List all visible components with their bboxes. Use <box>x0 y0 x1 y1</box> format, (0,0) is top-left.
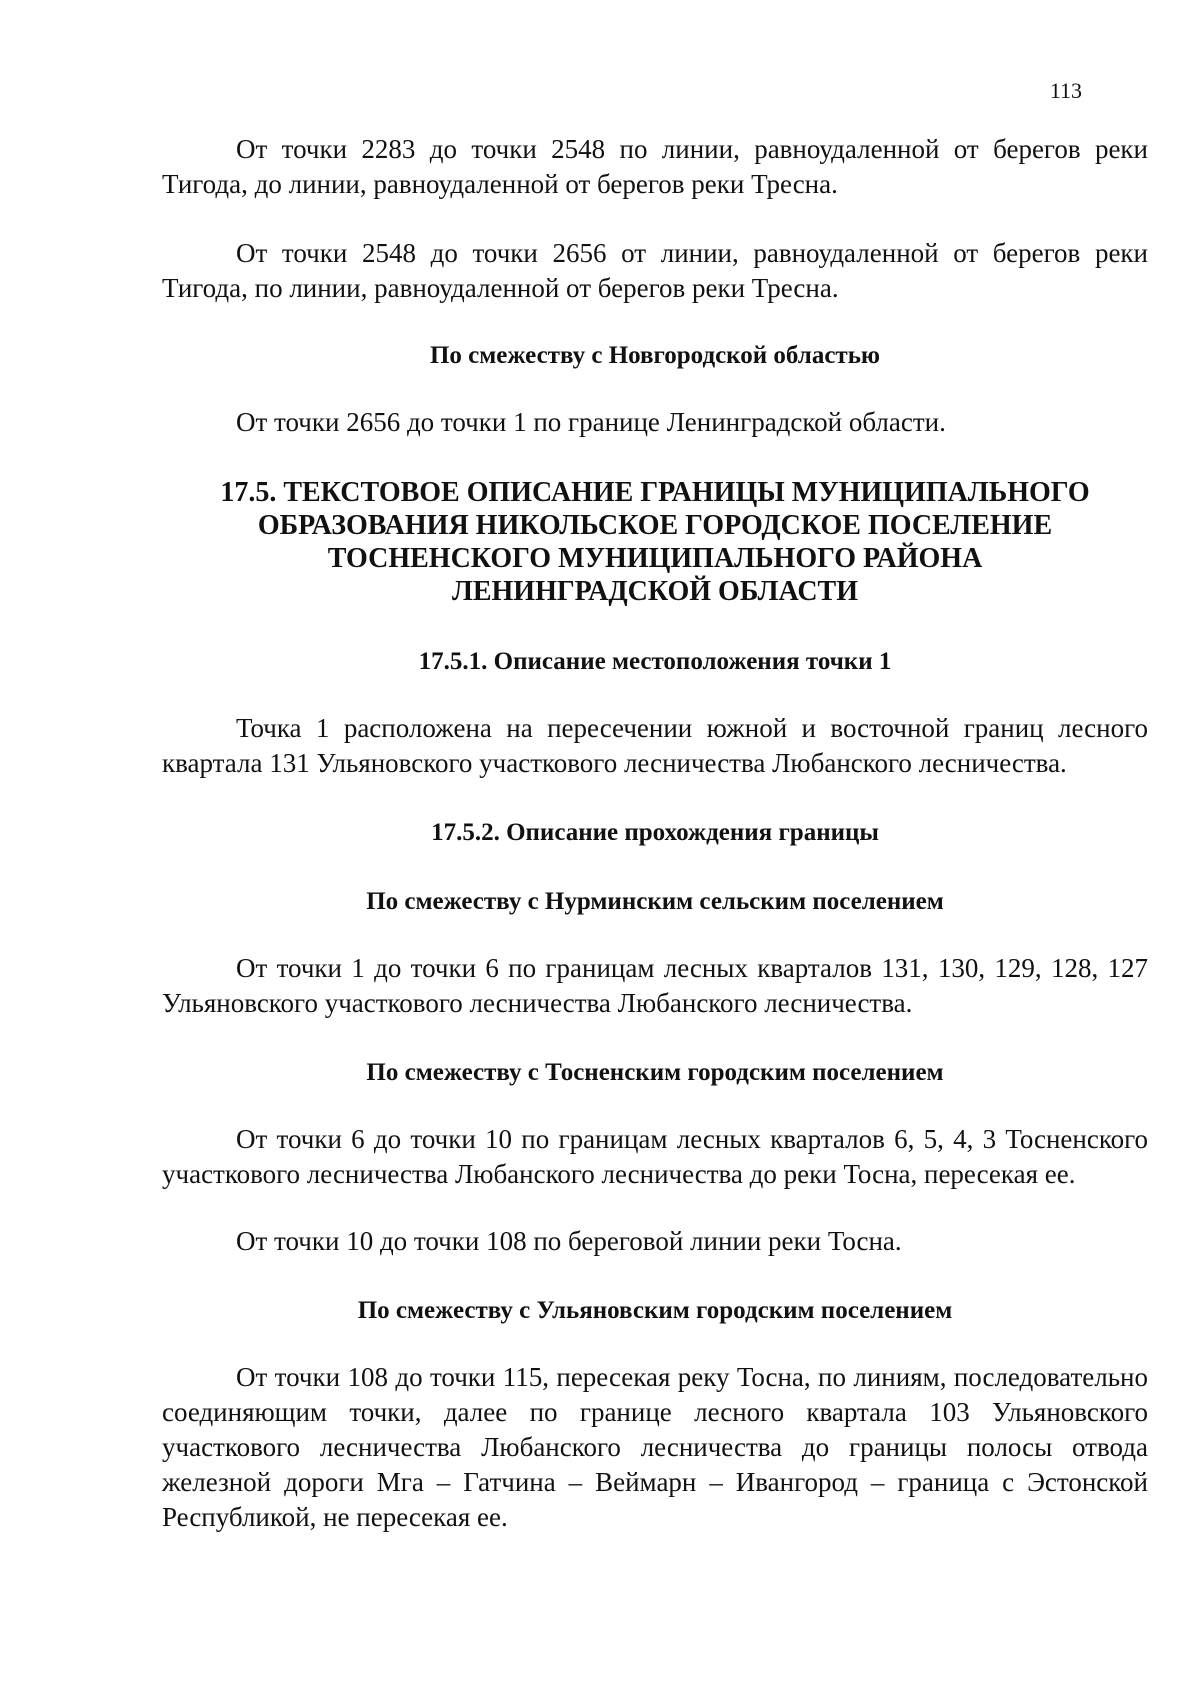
paragraph: От точки 108 до точки 115, пересекая реку Тосна, по линиям, последовательно соединяющим точки, далее по границе лесного квартала 103 Ульяновского участкового лесничества Любанского лесничества до границы полосы отвода железной дороги Мга – Гатчина – Веймарн – Ивангород – граница с Эстонской Республикой, не пересекая ее. <box>162 1362 1148 1532</box>
section-title <box>162 476 1148 608</box>
section-title-line: 17.5. ТЕКСТОВОЕ ОПИСАНИЕ ГРАНИЦЫ МУНИЦИПАЛЬНОГО <box>220 477 1090 508</box>
paragraph: От точки 2656 до точки 1 по границе Ленинградской области. <box>236 407 946 437</box>
page-number: 113 <box>1049 78 1082 103</box>
paragraph: От точки 6 до точки 10 по границам лесных кварталов 6, 5, 4, 3 Тосненского участкового лесничества Любанского лесничества до реки Тосна, пересекая ее. <box>162 1124 1148 1189</box>
paragraph: Точка 1 расположена на пересечении южной и восточной границ лесного квартала 131 Ульяновского участкового лесничества Любанского лесничества. <box>162 713 1148 778</box>
subsection-heading: По смежеству с Новгородской областью <box>429 342 881 369</box>
paragraph: От точки 10 до точки 108 по береговой линии реки Тосна. <box>236 1226 902 1256</box>
section-title-line: ОБРАЗОВАНИЯ НИКОЛЬСКОЕ ГОРОДСКОЕ ПОСЕЛЕНИЕ <box>257 510 1053 541</box>
paragraph: От точки 2548 до точки 2656 от линии, равноудаленной от берегов реки Тигода, по линии, равноудаленной от берегов реки Тресна. <box>162 238 1148 303</box>
paragraph: От точки 2283 до точки 2548 по линии, равноудаленной от берегов реки Тигода, до линии, равноудаленной от берегов реки Тресна. <box>162 134 1148 199</box>
subsection-heading: 17.5.2. Описание прохождения границы <box>431 819 879 846</box>
document-body <box>162 132 1148 1535</box>
paragraph: От точки 1 до точки 6 по границам лесных кварталов 131, 130, 129, 128, 127 Ульяновского участкового лесничества Любанского лесничества. <box>162 953 1148 1018</box>
subsection-heading: По смежеству с Тосненским городским поселением <box>366 1059 944 1086</box>
subsection-heading: По смежеству с Нурминским сельским поселением <box>366 888 944 915</box>
subsection-heading: 17.5.1. Описание местоположения точки 1 <box>418 648 892 675</box>
section-title-line: ТОСНЕНСКОГО МУНИЦИПАЛЬНОГО РАЙОНА <box>327 543 983 574</box>
section-title-line: ЛЕНИНГРАДСКОЙ ОБЛАСТИ <box>451 576 859 607</box>
subsection-heading: По смежеству с Ульяновским городским поселением <box>357 1297 953 1324</box>
